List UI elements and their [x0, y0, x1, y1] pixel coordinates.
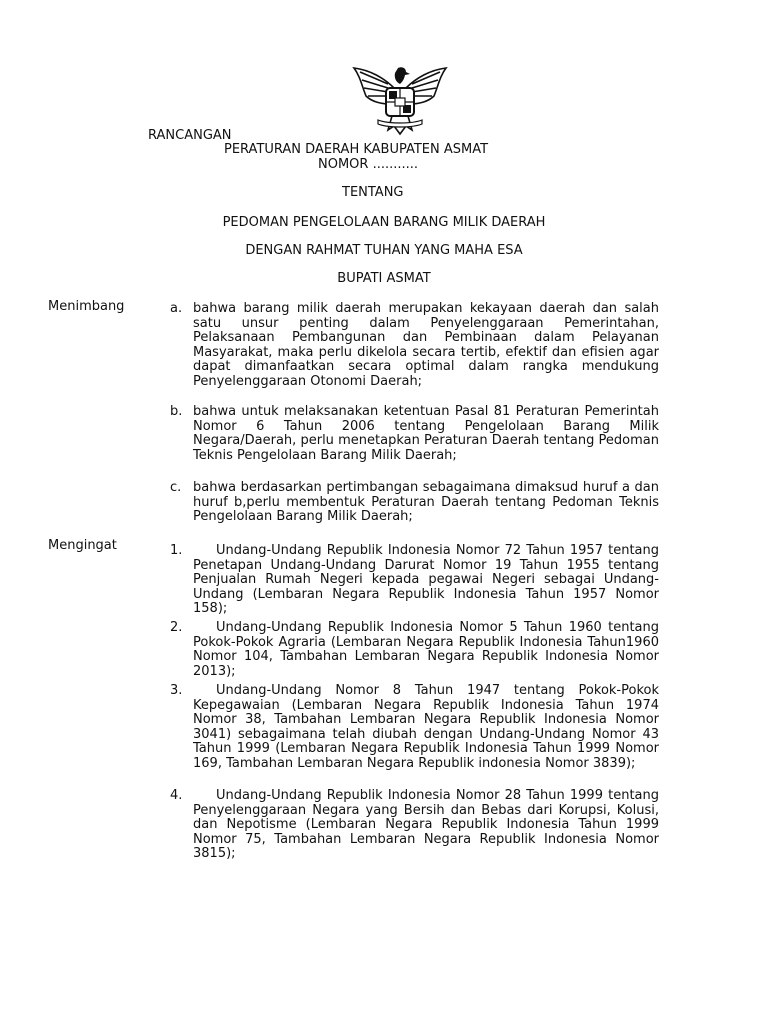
mengingat-item-1: Undang-Undang Republik Indonesia Nomor 72 Tahun 1957 tentang Penetapan Undang-Undang Darurat Nomor 19 Tahun 1955 tentang Penjualan Rumah Negeri kepada pegawai Negeri sebagai Undang- Undang (Lembaran Negara Republik Indonesia Tahun 1957 Nomor 158); — [193, 543, 659, 617]
mengingat-item-2: Undang-Undang Republik Indonesia Nomor 5 Tahun 1960 tentang Pokok-Pokok Agraria (Lembaran Negara Republik Indonesia Tahun1960 Nomor 104, Tambahan Lembaran Negara Republik Indonesia Nomor 2013); — [193, 620, 659, 679]
about-heading: TENTANG — [342, 185, 404, 200]
draft-label: RANCANGAN — [148, 128, 232, 143]
mengingat-item-3: Undang-Undang Nomor 8 Tahun 1947 tentang Pokok-Pokok Kepegawaian (Lembaran Negara Republik Indonesia Tahun 1974 Nomor 38, Tambahan Lembaran Negara Republik Indonesia Nomor 3041) sebagaimana telah diubah dengan Undang-Undang Nomor 43 Tahun 1999 (Lembaran Negara Republik Indonesia Tahun 1999 Nomor 169, Tambahan Lembaran Negara Republik indonesia Nomor 3839); — [193, 683, 659, 771]
garuda-emblem-icon — [348, 58, 452, 136]
mengingat-marker-3: 3. — [170, 683, 183, 698]
blessing-line: DENGAN RAHMAT TUHAN YANG MAHA ESA — [245, 243, 523, 258]
mengingat-label: Mengingat — [48, 538, 117, 553]
menimbang-marker-a: a. — [170, 301, 183, 316]
menimbang-marker-b: b. — [170, 404, 183, 419]
mengingat-marker-2: 2. — [170, 620, 183, 635]
mengingat-marker-4: 4. — [170, 788, 183, 803]
mengingat-item-4: Undang-Undang Republik Indonesia Nomor 28 Tahun 1999 tentang Penyelenggaraan Negara yang Bersih dan Bebas dari Korupsi, Kolusi, dan Nepotisme (Lembaran Negara Republik Indonesia Tahun 1999 Nomor 75, Tambahan Lembaran Negara Republik Indonesia Nomor 3815); — [193, 788, 659, 862]
mengingat-marker-1: 1. — [170, 543, 183, 558]
menimbang-label: Menimbang — [48, 299, 125, 314]
menimbang-item-b: bahwa untuk melaksanakan ketentuan Pasal 81 Peraturan Pemerintah Nomor 6 Tahun 2006 tentang Pengelolaan Barang Milik Negara/Daerah, perlu menetapkan Peraturan Daerah tentang Pedoman Teknis Pengelolaan Barang Milik Daerah; — [193, 404, 659, 463]
menimbang-marker-c: c. — [170, 480, 182, 495]
menimbang-item-a: bahwa barang milik daerah merupakan kekayaan daerah dan salah satu unsur penting dalam Penyelenggaraan Pemerintahan, Pelaksanaan Pembangunan dan Pembinaan dalam Pelayanan Masyarakat, maka perlu dikelola secara tertib, efektif dan efisien agar dapat dimanfaatkan secara optimal dalam rangka mendukung Penyelenggaraan Otonomi Daerah; — [193, 301, 659, 389]
regulation-title: PERATURAN DAERAH KABUPATEN ASMAT — [224, 142, 489, 157]
menimbang-item-c: bahwa berdasarkan pertimbangan sebagaimana dimaksud huruf a dan huruf b,perlu membentuk Peraturan Daerah tentang Pedoman Teknis Pengelolaan Barang Milik Daerah; — [193, 480, 659, 525]
regulation-number: NOMOR ........... — [318, 157, 419, 172]
authority-line: BUPATI ASMAT — [337, 271, 431, 286]
subject-title: PEDOMAN PENGELOLAAN BARANG MILIK DAERAH — [222, 215, 546, 230]
